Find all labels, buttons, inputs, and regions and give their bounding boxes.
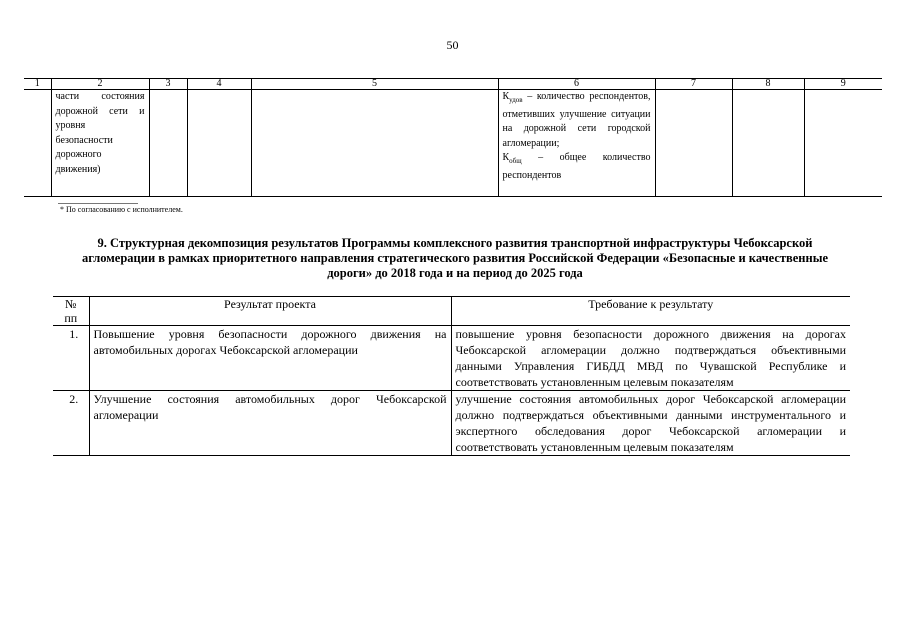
column-header: 7 xyxy=(655,79,732,90)
column-header: 8 xyxy=(732,79,804,90)
table-cell xyxy=(149,90,187,197)
column-header: 6 xyxy=(498,79,655,90)
footnote: * По согласованию с исполнителем. xyxy=(60,205,183,214)
row-number: 2. xyxy=(53,391,89,456)
table-row xyxy=(53,326,850,391)
table-cell xyxy=(655,90,732,197)
table-row xyxy=(24,90,882,197)
formula-symbol: К xyxy=(502,152,510,163)
indicator-name-cell: части состояния дорожной сети и уровня безопасности дорожного движения) xyxy=(51,90,149,197)
formula-text: – количество респондентов, отметивших улучшение ситуации на дорожной сети городской агломерации; xyxy=(502,91,651,149)
column-header: 2 xyxy=(51,79,149,90)
row-number: 1. xyxy=(53,326,89,391)
table-cell xyxy=(24,90,51,197)
column-header-requirement: Требование к результату xyxy=(451,297,850,326)
column-header: 5 xyxy=(251,79,498,90)
continuation-table xyxy=(24,78,882,197)
page-number: 50 xyxy=(446,38,459,52)
column-header-result: Результат проекта xyxy=(89,297,451,326)
project-result: Улучшение состояния автомобильных дорог Чебоксарской агломерации xyxy=(89,391,451,456)
table-cell xyxy=(251,90,498,197)
column-header: 4 xyxy=(187,79,251,90)
results-table xyxy=(53,296,850,456)
formula-subscript: общ xyxy=(509,157,522,165)
formula-subscript: удов xyxy=(509,96,523,104)
column-header: 1 xyxy=(24,79,51,90)
table-cell xyxy=(804,90,882,197)
result-requirement: улучшение состояния автомобильных дорог Чебоксарской агломерации должно подтверждаться объективными данными инструментального и экспертного обследования дорог Чебоксарской агломерации и соответствовать установленным целевым показателям xyxy=(451,391,850,456)
footnote-divider xyxy=(58,203,138,204)
formula-text: – общее количество респондентов xyxy=(502,152,651,181)
table-cell xyxy=(732,90,804,197)
column-header: 3 xyxy=(149,79,187,90)
result-requirement: повышение уровня безопасности дорожного движения на дорогах Чебоксарской агломерации должно подтверждаться объективными данными Управления ГИБДД МВД по Чувашской Республике и соответствовать установленным целевым показателям xyxy=(451,326,850,391)
section-title: 9. Структурная декомпозиция результатов Программы комплексного развития транспортной инфраструктуры Чебоксарской агломерации в рамках приоритетного направления стратегического развития Российской Федерации «Безопасные и качественные дороги» до 2018 года и на период до 2025 года xyxy=(81,236,829,280)
table-header-row xyxy=(53,297,850,326)
table-cell xyxy=(187,90,251,197)
table-row xyxy=(53,391,850,456)
formula-description-cell xyxy=(498,90,655,197)
column-header: 9 xyxy=(804,79,882,90)
table-header-row xyxy=(24,79,882,90)
column-header-number: № пп xyxy=(53,297,89,326)
formula-symbol: К xyxy=(502,91,510,102)
project-result: Повышение уровня безопасности дорожного движения на автомобильных дорогах Чебоксарской агломерации xyxy=(89,326,451,391)
